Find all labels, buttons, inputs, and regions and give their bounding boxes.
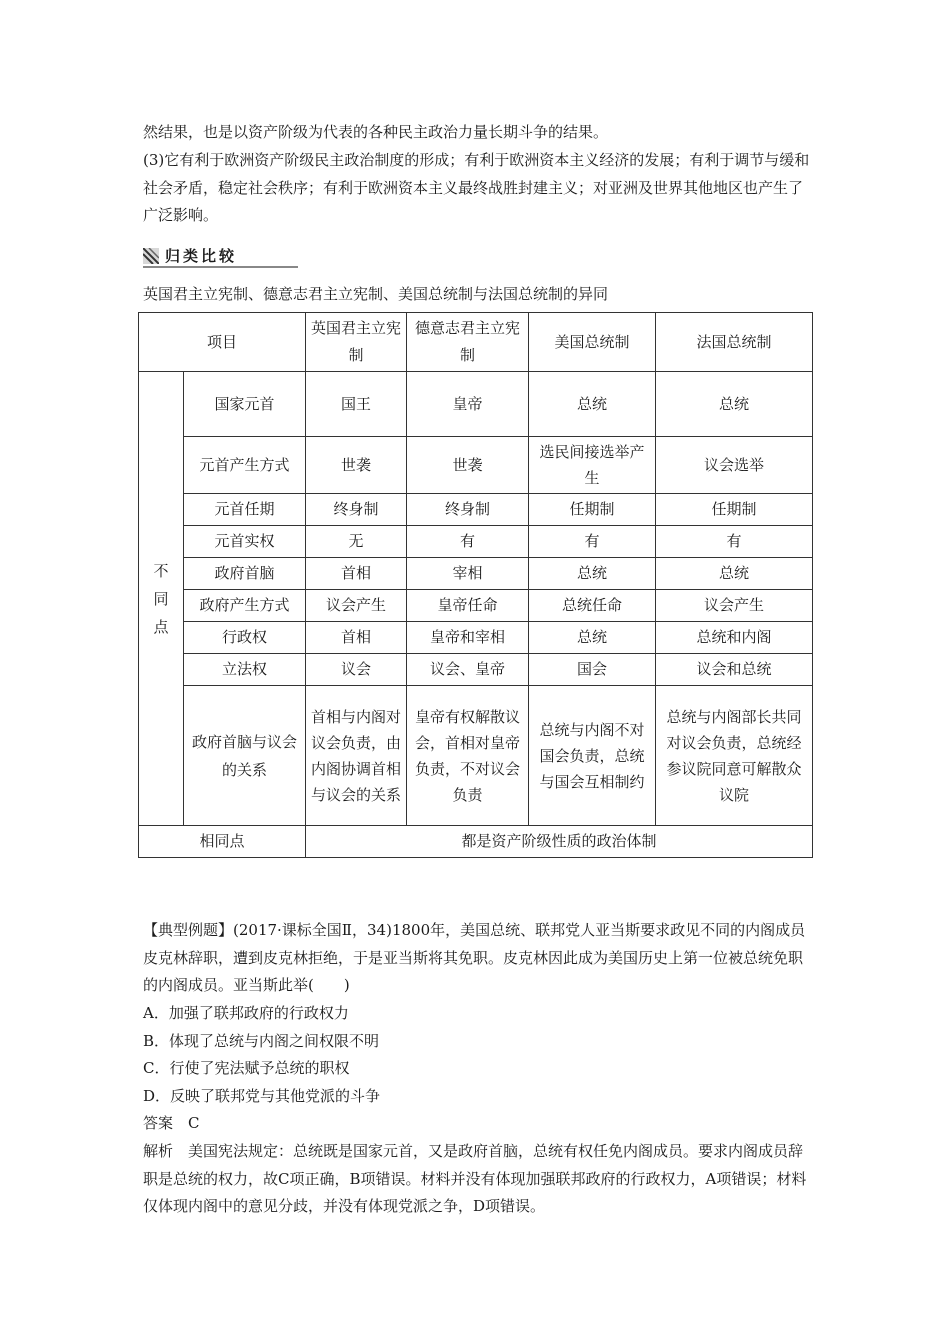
row-label: 政府首脑 — [184, 558, 306, 590]
table-cell: 有 — [529, 526, 656, 558]
diff-label: 不同点 — [139, 372, 184, 826]
header-col-fr: 法国总统制 — [656, 313, 813, 372]
row-label: 立法权 — [184, 654, 306, 686]
example-stem: (2017·课标全国Ⅱ，34)1800年，美国总统、联邦党人亚当斯要求政见不同的内阁成员皮克林辞职，遭到皮克林拒绝，于是亚当斯将其免职。皮克林因此成为美国历史上第一位被总统免职的内阁成员。亚当斯此举( ) — [143, 921, 806, 994]
row-label: 行政权 — [184, 622, 306, 654]
table-cell: 总统和内阁 — [656, 622, 813, 654]
table-cell: 皇帝和宰相 — [407, 622, 529, 654]
intro-line: 然结果，也是以资产阶级为代表的各种民主政治力量长期斗争的结果。 — [143, 123, 609, 141]
table-row — [139, 494, 813, 526]
table-cell: 首相 — [306, 622, 407, 654]
table-cell: 国会 — [529, 654, 656, 686]
header-col-uk: 英国君主立宪制 — [306, 313, 407, 372]
table-cell: 总统 — [656, 372, 813, 437]
example-question — [143, 917, 813, 1000]
header-col-de: 德意志君主立宪制 — [407, 313, 529, 372]
analysis — [143, 1138, 813, 1221]
table-same-row — [139, 826, 813, 858]
table-cell: 宰相 — [407, 558, 529, 590]
table-row — [139, 437, 813, 494]
table-cell: 国王 — [306, 372, 407, 437]
table-row — [139, 526, 813, 558]
option-c: C．行使了宪法赋予总统的职权 — [143, 1059, 350, 1077]
section-title: 归类比较 — [165, 247, 238, 265]
row-label: 元首产生方式 — [184, 437, 306, 494]
table-cell: 议会产生 — [656, 590, 813, 622]
table-cell: 总统与内阁不对国会负责，总统与国会互相制约 — [529, 686, 656, 826]
option-d: D．反映了联邦党与其他党派的斗争 — [143, 1087, 381, 1105]
table-cell: 选民间接选举产生 — [529, 437, 656, 494]
example-tag: 【典型例题】 — [143, 921, 234, 939]
header-item: 项目 — [139, 313, 306, 372]
comparison-table — [138, 312, 813, 858]
row-label: 政府产生方式 — [184, 590, 306, 622]
row-label: 国家元首 — [184, 372, 306, 437]
analysis-label: 解析 — [143, 1142, 174, 1160]
table-row — [139, 558, 813, 590]
table-caption: 英国君主立宪制、德意志君主立宪制、美国总统制与法国总统制的异同 — [143, 285, 609, 303]
table-cell: 终身制 — [306, 494, 407, 526]
table-row — [139, 686, 813, 826]
table-cell: 世袭 — [407, 437, 529, 494]
table-cell: 皇帝任命 — [407, 590, 529, 622]
table-row — [139, 590, 813, 622]
table-cell: 议会和总统 — [656, 654, 813, 686]
row-label: 政府首脑与议会的关系 — [184, 686, 306, 826]
table-cell: 无 — [306, 526, 407, 558]
answer-line — [143, 1110, 200, 1137]
table-cell: 总统任命 — [529, 590, 656, 622]
table-header-row — [139, 313, 813, 372]
table-cell: 皇帝 — [407, 372, 529, 437]
table-cell: 终身制 — [407, 494, 529, 526]
answer-label: 答案 — [143, 1114, 174, 1132]
option-b: B．体现了总统与内阁之间权限不明 — [143, 1032, 380, 1050]
option-a: A．加强了联邦政府的行政权力 — [143, 1004, 349, 1022]
table-cell: 总统 — [529, 558, 656, 590]
section-underline — [143, 266, 298, 268]
table-cell: 首相 — [306, 558, 407, 590]
table-cell: 议会、皇帝 — [407, 654, 529, 686]
table-cell: 议会 — [306, 654, 407, 686]
same-label: 相同点 — [139, 826, 306, 858]
diagonal-stripes-icon — [143, 248, 159, 264]
table-row — [139, 622, 813, 654]
table-cell: 总统与内阁部长共同对议会负责，总统经参议院同意可解散众议院 — [656, 686, 813, 826]
answer-value: C — [188, 1114, 200, 1132]
row-label: 元首实权 — [184, 526, 306, 558]
table-row — [139, 654, 813, 686]
row-label: 元首任期 — [184, 494, 306, 526]
same-text: 都是资产阶级性质的政治体制 — [306, 826, 813, 858]
table-cell: 有 — [656, 526, 813, 558]
table-cell: 任期制 — [656, 494, 813, 526]
table-row — [139, 372, 813, 437]
analysis-text: 美国宪法规定：总统既是国家元首，又是政府首脑，总统有权任免内阁成员。要求内阁成员辞职是总统的权力，故C项正确，B项错误。材料并没有体现加强联邦政府的行政权力，A项错误；材料仅体现内阁中的意见分歧，并没有体现党派之争，D项错误。 — [143, 1142, 807, 1215]
header-col-us: 美国总统制 — [529, 313, 656, 372]
intro-point-3: (3)它有利于欧洲资产阶级民主政治制度的形成；有利于欧洲资本主义经济的发展；有利于调节与缓和社会矛盾，稳定社会秩序；有利于欧洲资本主义最终战胜封建主义；对亚洲及世界其他地区也产生了广泛影响。 — [143, 151, 810, 224]
table-cell: 皇帝有权解散议会，首相对皇帝负责，不对议会负责 — [407, 686, 529, 826]
table-cell: 议会产生 — [306, 590, 407, 622]
table-cell: 总统 — [656, 558, 813, 590]
table-cell: 世袭 — [306, 437, 407, 494]
table-cell: 议会选举 — [656, 437, 813, 494]
table-cell: 任期制 — [529, 494, 656, 526]
table-cell: 首相与内阁对议会负责，由内阁协调首相与议会的关系 — [306, 686, 407, 826]
table-cell: 总统 — [529, 622, 656, 654]
section-header — [143, 246, 298, 268]
table-cell: 总统 — [529, 372, 656, 437]
table-cell: 有 — [407, 526, 529, 558]
